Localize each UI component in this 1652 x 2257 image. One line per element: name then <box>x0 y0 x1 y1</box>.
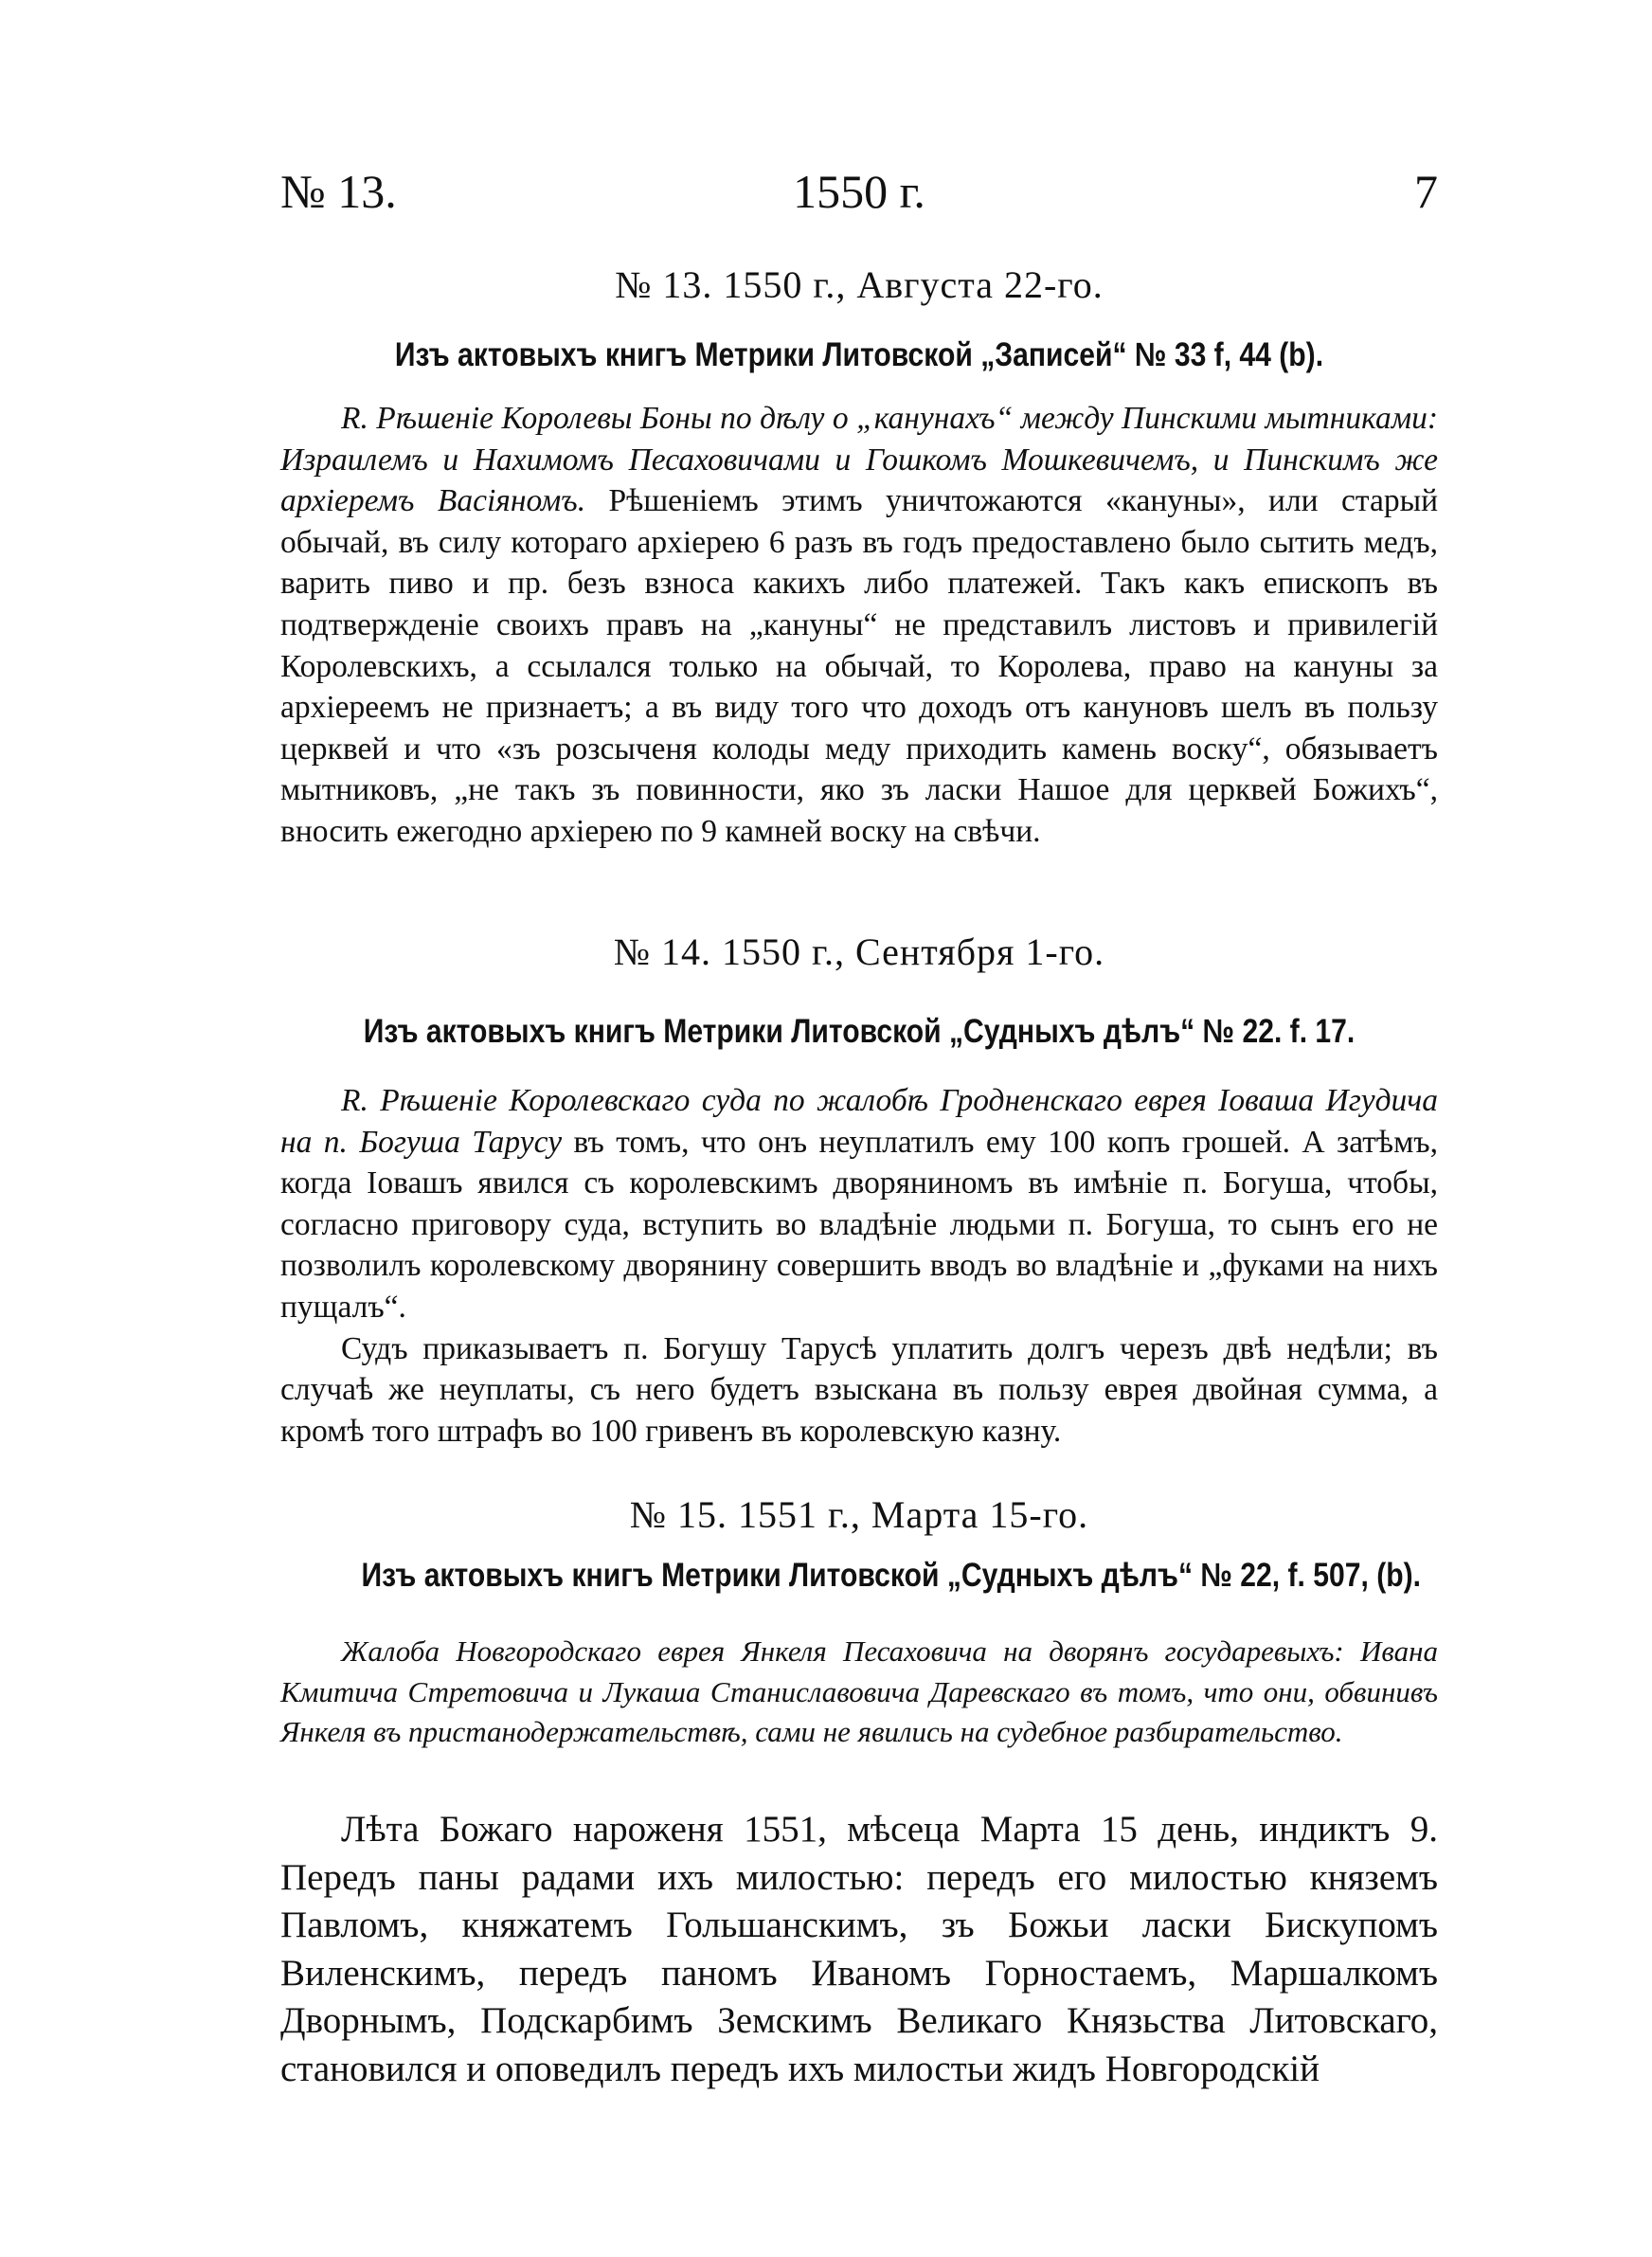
entry-paragraph: въ томъ, что онъ неуплатилъ ему 100 копъ грошей. А затѣмъ, когда Іовашъ явился съ королевскимъ дворяниномъ въ имѣніе п. Богуша, чтобы, согласно приговору суда, вступить во владѣніе людьми п. Богуша, то сынъ его не позволилъ королевскому дворянину совершить вводъ во владѣніе и „фуками на нихъ пущалъ“. <box>280 1124 1439 1325</box>
entry-source: Изъ актовыхъ книгъ Метрики Литовской „Судныхъ дѣлъ“ № 22, f. 507, (b). <box>361 1557 1421 1594</box>
entry-paragraph: Судъ приказываетъ п. Богушу Тарусѣ уплатить долгъ черезъ двѣ недѣли; въ случаѣ же неуплаты, съ него будетъ взыскана въ пользу еврея двойная сумма, а кромѣ того штрафъ во 100 гривенъ въ королевскую казну. <box>280 1330 1438 1449</box>
entry-source: Изъ актовыхъ книгъ Метрики Литовской „Судныхъ дѣлъ“ № 22. f. 17. <box>363 1013 1356 1050</box>
entry-regest <box>280 398 1438 853</box>
entry-regest <box>280 1080 1438 1452</box>
entry-source: Изъ актовыхъ книгъ Метрики Литовской „Записей“ № 33 f, 44 (b). <box>394 336 1324 373</box>
entry-summary: Жалоба Новгородскаго еврея Янкеля Песаховича на дворянъ государевыхъ: Ивана Кмитича Стретовича и Лукаша Станиславовича Даревскаго въ томъ, что они, обвинивъ Янкеля въ пристанодержательствѣ, сами не явились на судебное разбирательство. <box>280 1634 1438 1748</box>
entry-lead: R. Рѣшеніе Королевскаго суда по жалобѣ Гродненскаго еврея Іоваша Игудича на п. Богуша Тарусу <box>280 1083 1438 1160</box>
entry-paragraph: Рѣшеніемъ этимъ уничтожаются «кануны», или старый обычай, въ силу котораго архіерею 6 разъ въ годъ предоставлено было сытить медъ, варить пиво и пр. безъ взноса какихъ либо платежей. Такъ какъ епископъ въ подтвержденіе своихъ правъ на „кануны“ не представилъ листовъ и привилегій Королевскихъ, а ссылался только на обычай, то Королева, право на кануны за архіереемъ не признаетъ; а въ виду того что доходъ отъ кануновъ шелъ въ пользу церквей и что «зъ розсыченя колоды меду приходить камень воску“, обязываетъ мытниковъ, „не такъ зъ повинности, яко зъ ласки Нашое для церквей Божихъ“, вносить ежегодно архіерею по 9 камней воску на свѣчи. <box>280 483 1439 849</box>
header-document-number: № 13. <box>280 165 397 218</box>
entry-heading: № 15. 1551 г., Марта 15-го. <box>629 1493 1089 1536</box>
entry-heading: № 14. 1550 г., Сентября 1-го. <box>613 930 1105 973</box>
entry-heading: № 13. 1550 г., Августа 22-го. <box>615 263 1104 306</box>
running-header <box>280 163 1438 220</box>
header-year: 1550 г. <box>793 165 925 218</box>
entry-lead: R. Рѣшеніе Королевы Боны по дѣлу о „канунахъ“ между Пинскими мытниками: Израилемъ и Нахимомъ Песаховичами и Гошкомъ Мошкевичемъ, и Пинскимъ же архіеремъ Васіяномъ. <box>280 401 1438 519</box>
entry-text: Лѣта Божаго нароженя 1551, мѣсеца Марта 15 день, индиктъ 9. Передъ паны радами ихъ милостью: передъ его милостью княземъ Павломъ, княжатемъ Гольшанскимъ, зъ Божьи ласки Бискупомъ Виленскимъ, передъ паномъ Иваномъ Горностаемъ, Маршалкомъ Дворнымъ, Подскарбимъ Земскимъ Великаго Князьства Литовскаго, становился и оповедилъ передъ ихъ милостьи жидъ Новгородскій <box>280 1809 1438 2089</box>
page-number: 7 <box>1414 165 1438 218</box>
